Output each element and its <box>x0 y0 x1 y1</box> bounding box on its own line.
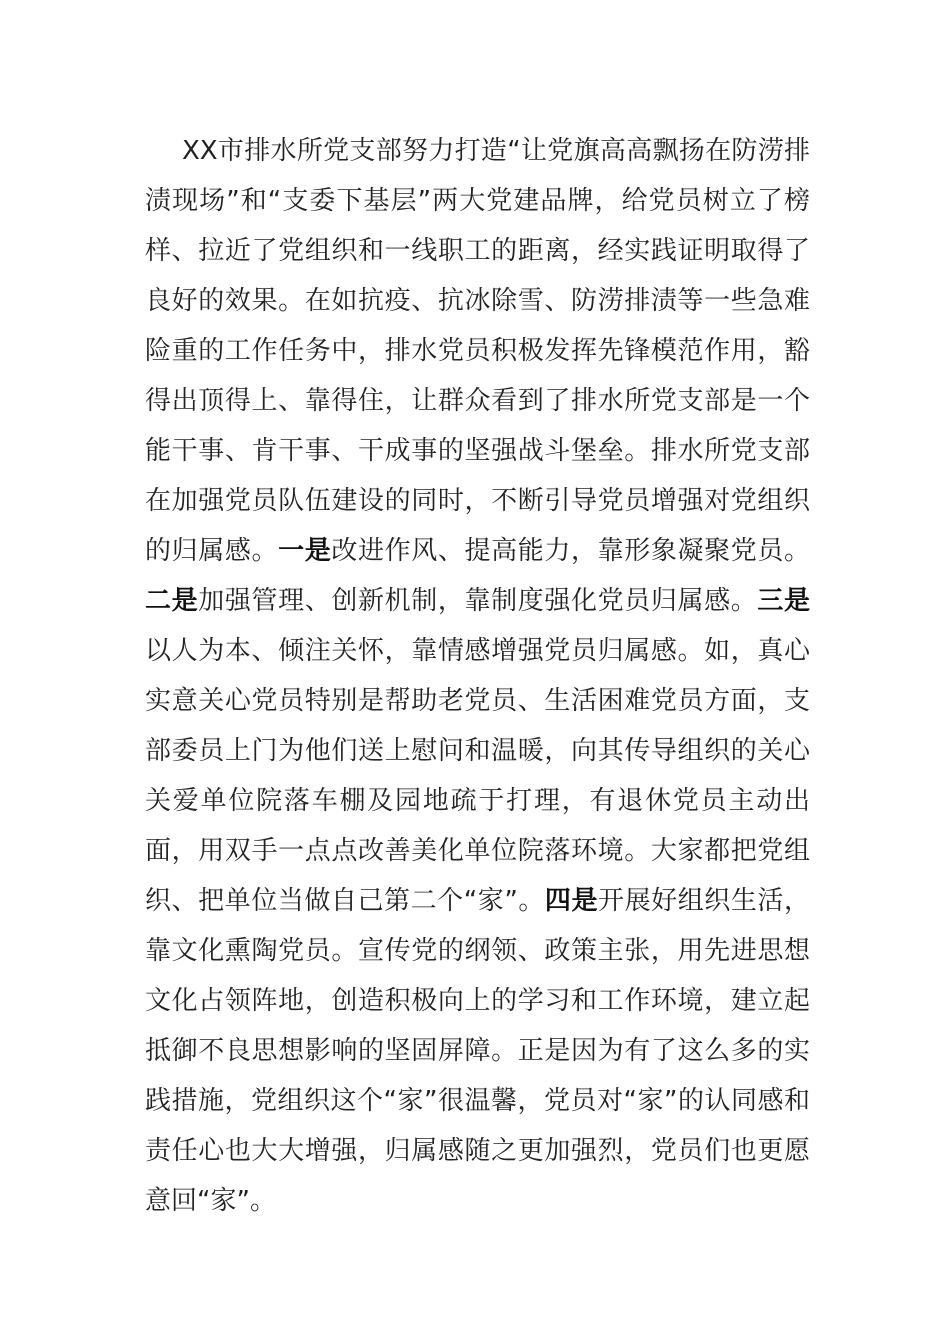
text-segment: XX市排水所党支部努力打造“让党旗高高飘扬在防涝排渍现场”和“支委下基层”两大党建品牌，给党员树立了榜样、拉近了党组织和一线职工的距离，经实践证明取得了良好的效果。在如抗疫、抗冰除雪、防涝排渍等一些急难险重的工作任务中，排水党员积极发挥先锋模范作用，豁得出顶得上、靠得住，让群众看到了排水所党支部是一个能干事、肯干事、干成事的坚强战斗堡垒。排水所党支部在加强党员队伍建设的同时，不断引导党员增强对党组织的归属感。 <box>145 136 810 566</box>
emphasis-fourth: 四是 <box>544 886 599 916</box>
text-segment: 以人为本、倾注关怀，靠情感增强党员归属感。如，真心实意关心党员特别是帮助老党员、生活困难党员方面，支部委员上门为他们送上慰问和温暖，向其传导组织的关心关爱单位院落车棚及园地疏于打理，有退休党员主动出面，用双手一点点改善美化单位院落环境。大家都把党组织、把单位当做自己第二个“家”。 <box>145 636 810 916</box>
text-segment: 开展好组织生活，靠文化熏陶党员。宣传党的纲领、政策主张，用先进思想文化占领阵地，创造积极向上的学习和工作环境，建立起抵御不良思想影响的坚固屏障。正是因为有了这么多的实践措施，党组织这个“家”很温馨，党员对“家”的认同感和责任心也大大增强，归属感随之更加强烈，党员们也更愿意回“家”。 <box>145 886 810 1216</box>
body-paragraph <box>145 126 810 1226</box>
emphasis-second: 二是 <box>145 586 199 616</box>
text-segment: 加强管理、创新机制，靠制度强化党员归属感。 <box>198 586 758 616</box>
emphasis-third: 三是 <box>757 586 810 616</box>
emphasis-first: 一是 <box>278 536 332 566</box>
text-segment: 改进作风、提高能力，靠形象凝聚党员。 <box>331 536 810 566</box>
